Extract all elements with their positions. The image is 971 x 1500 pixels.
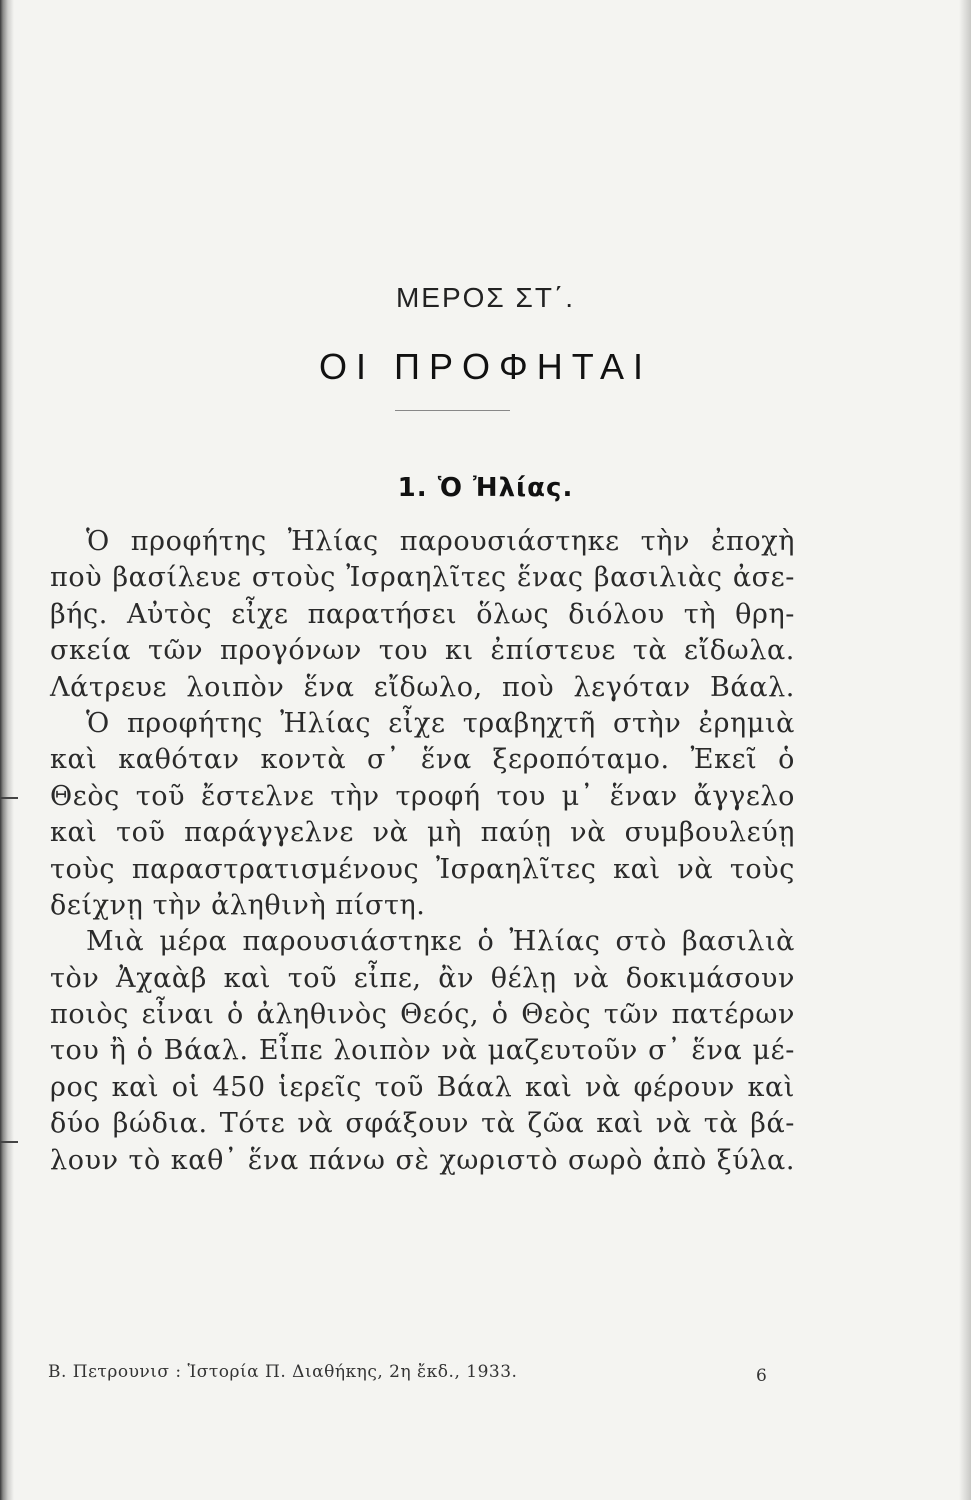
text-line: Μιὰ μέρα παρουσιάστηκε ὁ Ἠλίας στὸ βασιλιὰ	[86, 926, 795, 958]
divider	[395, 410, 510, 411]
page-edge	[959, 0, 971, 1500]
text-line: δείχνῃ τὴν ἀληθινὴ πίστη.	[50, 889, 426, 921]
binding-mark	[0, 1141, 18, 1143]
text-line: λουν τὸ καθ᾿ ἕνα πάνω σὲ χωριστὸ σωρὸ ἀπὸ ξύλα.	[50, 1144, 795, 1176]
text-line: Ὁ προφήτης Ἠλίας εἶχε τραβηχτῆ στὴν ἐρημιὰ	[86, 707, 795, 739]
text-line: σκεία τῶν προγόνων του κι ἐπίστευε τὰ εἴδωλα.	[50, 635, 795, 667]
text-line: ρος καὶ οἱ 450 ἱερεῖς τοῦ Βάαλ καὶ νὰ φέρουν καὶ	[50, 1071, 795, 1103]
binding-mark	[0, 797, 18, 799]
section-heading: 1. Ὁ Ἠλίας.	[397, 473, 574, 503]
text-line: Λάτρευε λοιπὸν ἕνα εἴδωλο, ποὺ λεγόταν Βάαλ.	[50, 671, 795, 703]
part-title: ΟΙ ΠΡΟΦΗΤΑΙ	[318, 346, 653, 387]
text-line: του ἢ ὁ Βάαλ. Εἶπε λοιπὸν νὰ μαζευτοῦν σ᾿ ἕνα μέ-	[50, 1035, 795, 1067]
text-line: ποιὸς εἶναι ὁ ἀληθινὸς Θεός, ὁ Θεὸς τῶν πατέρων	[50, 999, 795, 1031]
footer-citation: Β. Πετρουνισ : Ἱστορία Π. Διαθήκης, 2η ἔκδ., 1933.	[48, 1362, 518, 1382]
binding-gutter	[0, 0, 14, 1500]
text-line: δύο βώδια. Τότε νὰ σφάξουν τὰ ζῶα καὶ νὰ τὰ βά-	[50, 1108, 795, 1140]
text-line: Ὁ προφήτης Ἠλίας παρουσιάστηκε τὴν ἐποχὴ	[86, 526, 795, 557]
text-line: τοὺς παραστρατισμένους Ἰσραηλῖτες καὶ νὰ τοὺς	[50, 853, 795, 885]
part-label: ΜΕΡΟΣ ΣΤ΄.	[395, 282, 576, 313]
page-number: 6	[756, 1366, 767, 1386]
text-line: τὸν Ἀχαὰβ καὶ τοῦ εἶπε, ἂν θέλῃ νὰ δοκιμάσουν	[50, 962, 795, 994]
text-line: καὶ καθόταν κοντὰ σ᾿ ἕνα ξεροπόταμο. Ἐκεῖ ὁ	[50, 744, 795, 776]
text-line: Θεὸς τοῦ ἔστελνε τὴν τροφή του μ᾿ ἕναν ἄγγελο	[50, 780, 795, 812]
text-line: βής. Αὐτὸς εἶχε παρατήσει ὅλως διόλου τὴ θρη-	[50, 598, 795, 630]
text-line: ποὺ βασίλευε στοὺς Ἰσραηλῖτες ἕνας βασιλιὰς ἀσε-	[50, 562, 795, 594]
body-text	[50, 524, 795, 1179]
text-line: καὶ τοῦ παράγγελνε νὰ μὴ παύῃ νὰ συμβουλεύῃ	[50, 817, 795, 849]
